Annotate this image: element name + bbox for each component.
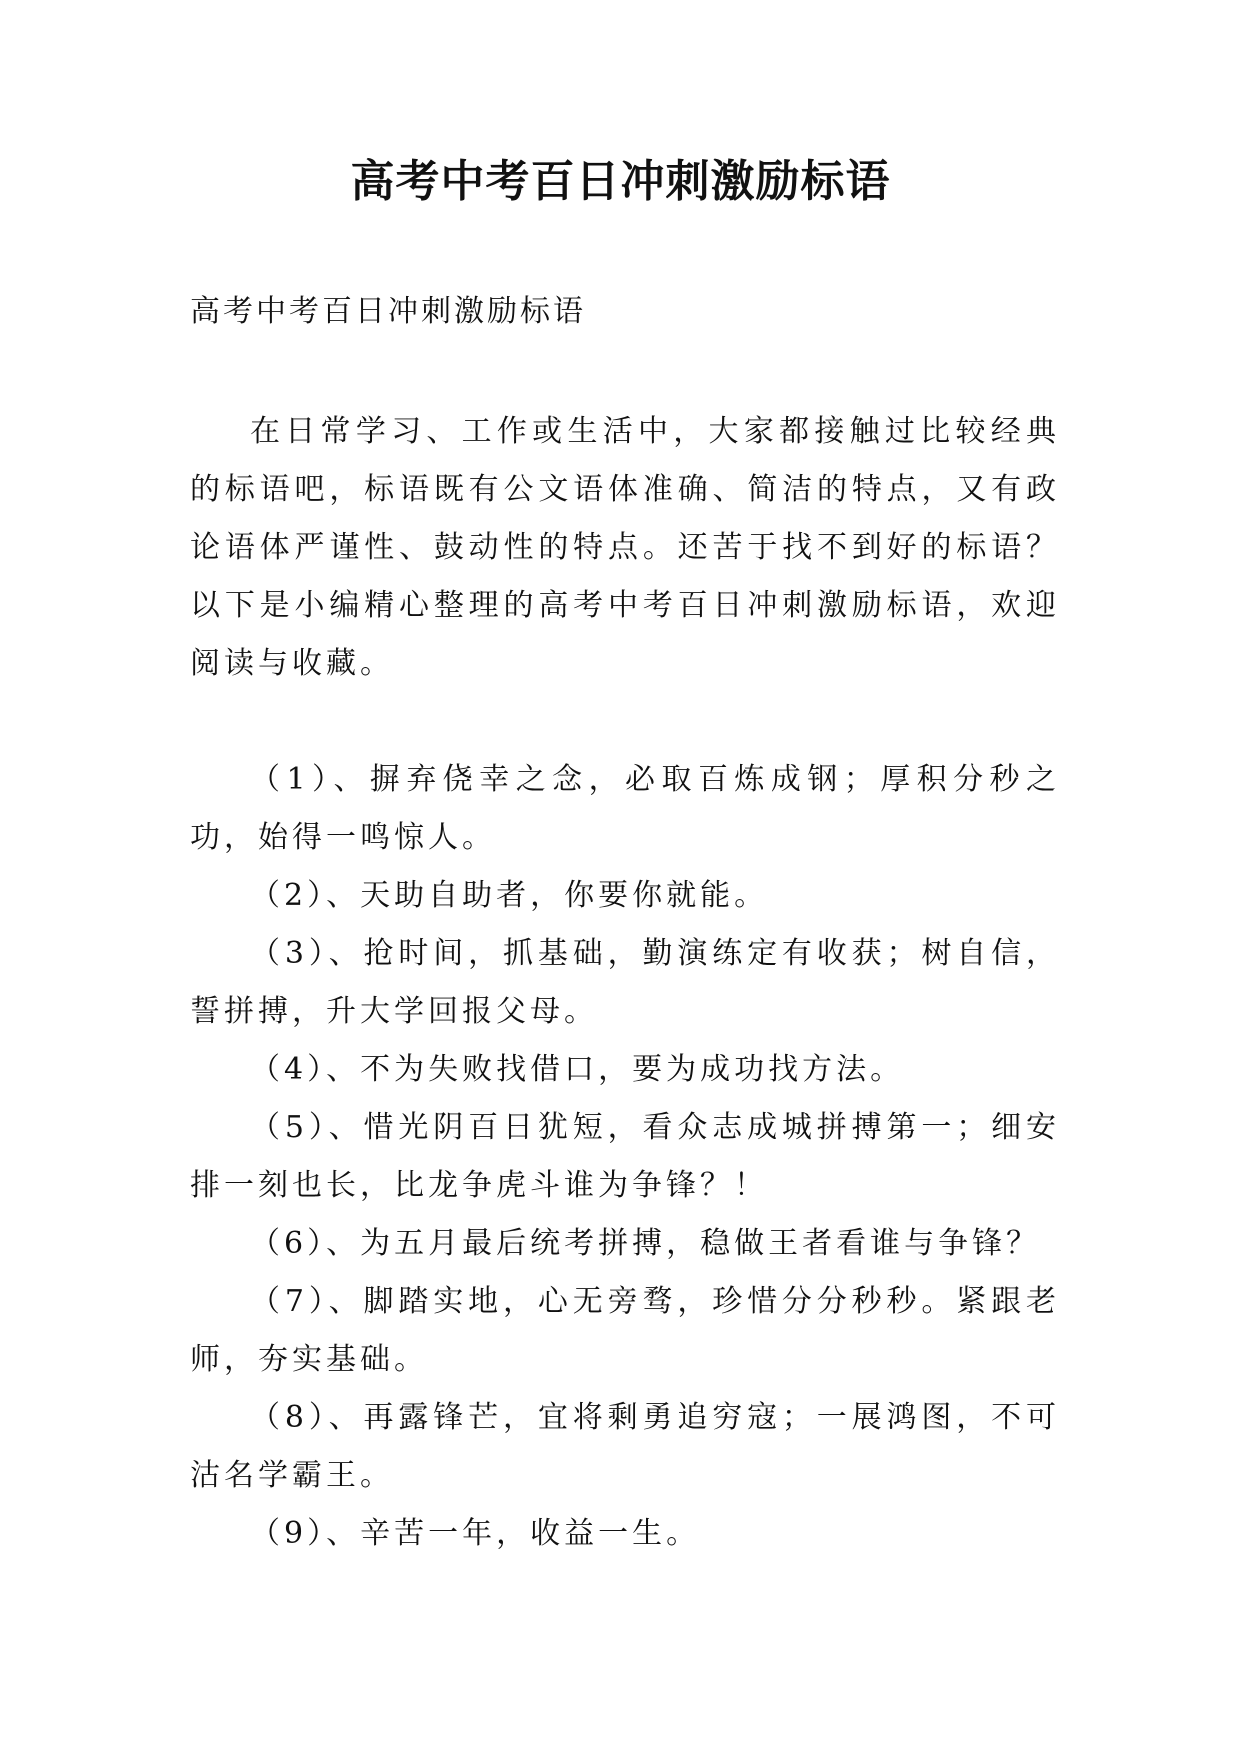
slogan-item: （6）、为五月最后统考拼搏，稳做王者看谁与争锋？ xyxy=(250,1226,1041,1261)
slogan-item: （4）、不为失败找借口，要为成功找方法。 xyxy=(250,1052,905,1087)
document-title: 高考中考百日冲刺激励标语 xyxy=(350,156,891,207)
slogan-item: （9）、辛苦一年，收益一生。 xyxy=(250,1516,701,1551)
document-subtitle: 高考中考百日冲刺激励标语 xyxy=(190,294,586,329)
slogan-item: （3）、抢时间，抓基础，勤演练定有收获；树自信，誓拼搏，升大学回报父母。 xyxy=(190,936,1060,1029)
slogan-item: （2）、天助自助者，你要你就能。 xyxy=(250,878,769,913)
intro-paragraph: 在日常学习、工作或生活中，大家都接触过比较经典的标语吧，标语既有公文语体准确、简洁的特点，又有政论语体严谨性、鼓动性的特点。还苦于找不到好的标语？以下是小编精心整理的高考中考百日冲刺激励标语，欢迎阅读与收藏。 xyxy=(190,414,1060,681)
slogan-item: （5）、惜光阴百日犹短，看众志成城拼搏第一；细安排一刻也长，比龙争虎斗谁为争锋？！ xyxy=(190,1110,1060,1203)
slogan-item: （1）、摒弃侥幸之念，必取百炼成钢；厚积分秒之功，始得一鸣惊人。 xyxy=(190,762,1060,855)
slogan-item: （8）、再露锋芒，宜将剩勇追穷寇；一展鸿图，不可沽名学霸王。 xyxy=(190,1400,1060,1493)
slogan-item: （7）、脚踏实地，心无旁骛，珍惜分分秒秒。紧跟老师，夯实基础。 xyxy=(190,1284,1060,1377)
document-body xyxy=(190,403,1060,1563)
